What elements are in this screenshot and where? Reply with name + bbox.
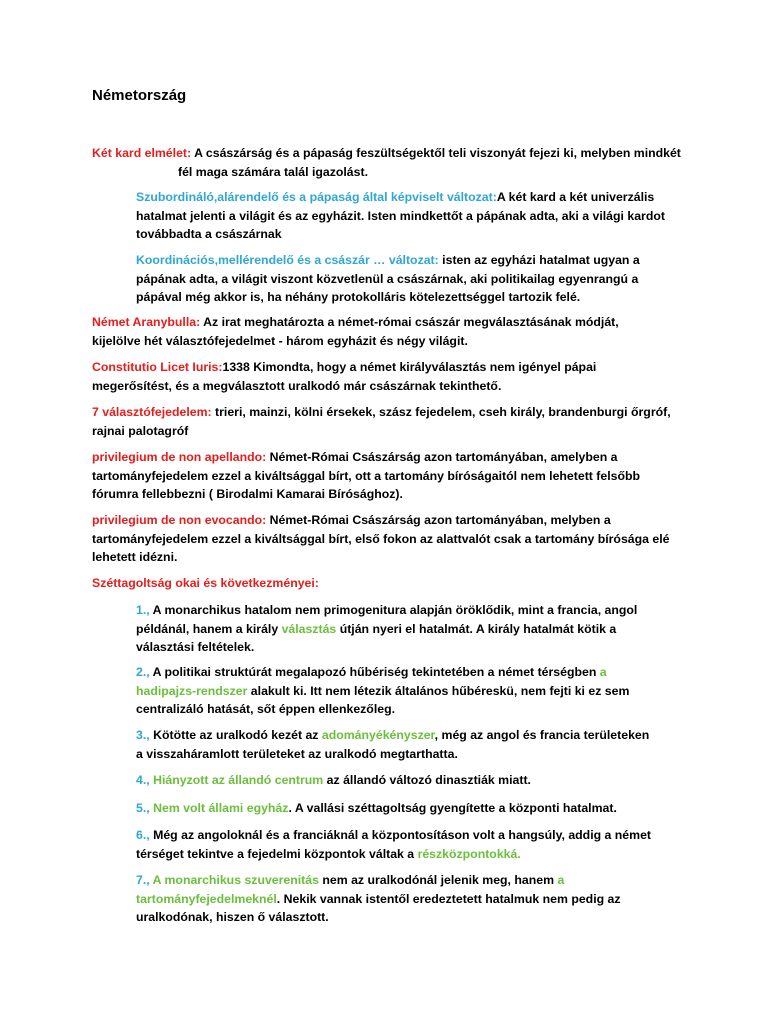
list-text: az állandó változó dinasztiák miatt. (323, 773, 531, 787)
term-label: Német Aranybulla: (92, 315, 201, 329)
list-number: 7., (136, 873, 150, 887)
highlight-term: Nem volt állami egyház (153, 801, 289, 815)
list-number: 5., (136, 801, 150, 815)
list-number: 3., (136, 728, 150, 742)
list-number: 2., (136, 665, 150, 679)
list-item (136, 601, 656, 657)
term-text: 1338 Kimondta, hogy a német királyválasztás nem igényel pápai megerősítést, és a megválasztott uralkodó már császárnak tekinthető. (92, 360, 597, 393)
section-heading-szettagoltsag (92, 574, 692, 593)
term-label: privilegium de non evocando: (92, 513, 267, 527)
list-text: A politikai struktúrát megalapozó hűbériség tekintetében a német térségben (149, 665, 600, 679)
term-label: Koordinációs,mellérendelő és a császár … változat: (136, 253, 439, 267)
paragraph-koordinacios (136, 251, 684, 307)
term-text: A két kard a két univerzális hatalmat jelenti a világit és az egyházit. Isten mindkettőt a pápának adta, aki a világi kardot továbbadta a császárnak (136, 190, 665, 241)
term-text: trieri, mainzi, kölni érsekek, szász fejedelem, cseh király, brandenburgi őrgróf, rajnai palotagróf (92, 405, 671, 438)
highlight-term: Hiányzott az állandó centrum (153, 773, 324, 787)
term-label: 7 választófejedelem: (92, 405, 212, 419)
highlight-term: a tartományfejedelmeknél (136, 873, 565, 906)
term-label: Szubordináló,alárendelő és a pápaság által képviselt változat: (136, 190, 497, 204)
highlight-term: adományékényszer (321, 728, 435, 742)
list-text: A monarchikus hatalom nem primogenitura alapján öröklődik, mint a francia, angol példánál, hanem a király (136, 603, 638, 636)
list-text: , még az angol és francia területeken a visszaháramlott területeket az uralkodó megtarthatta. (136, 728, 650, 761)
term-text: Német-Római Császárság azon tartományában, melyben a tartományfejedelem ezzel a kiváltsággal bírt, első fokon az alattvalót csak a tartomány bírósága elé lehetett idézni. (92, 513, 670, 564)
list-text: . Nekik vannak istentől eredeztetett hatalmuk nem pedig az uralkodónak, hiszen ő választott. (136, 891, 621, 924)
list-item (136, 771, 656, 790)
paragraph-ket-kard (92, 144, 692, 181)
term-text: Német-Római Császárság azon tartományában, amelyben a tartományfejedelem ezzel a kiváltsággal bírt, ott a tartomány bíróságaitól nem lehetett felsőbb fórumra fellebbezni ( Birodalmi Kamarai Bírósághoz). (92, 450, 641, 501)
list-item (136, 871, 656, 927)
paragraph-de-non-evocando (92, 511, 677, 567)
paragraph-aranybulla (92, 313, 652, 350)
list-item (136, 799, 656, 818)
list-text: útján nyeri el hatalmát. A király hatalmát kötik a választási feltételek. (136, 621, 617, 654)
list-item (136, 826, 656, 863)
term-text: Az irat meghatározta a német-római császár megválasztásának módját, kijelölve hét választófejedelmet - három egyházit és négy világit. (92, 315, 619, 348)
paragraph-de-non-apellando (92, 448, 672, 504)
term-label: Constitutio Licet Iuris: (92, 360, 223, 374)
list-text: Kötötte az uralkodó kezét az (149, 728, 322, 742)
highlight-term: A monarchikus szuverenitás (152, 873, 319, 887)
list-number: 6., (136, 828, 150, 842)
page-title: Németország (92, 87, 187, 104)
list-item (136, 726, 656, 763)
term-text: isten az egyházi hatalmat ugyan a pápának adta, a világit viszont közvetlenül a császárnak, aki politikailag egyenrangú a pápával még akkor is, ha néhány protokolláris kötelezettséggel tartozik felé. (136, 253, 640, 304)
list-number: 1., (136, 603, 150, 617)
highlight-term: választás (281, 621, 337, 636)
section-heading: Széttagoltság okai és következményei: (92, 576, 319, 590)
highlight-term: részközpontokká. (417, 846, 521, 861)
paragraph-constitutio (92, 358, 652, 395)
term-text: A császárság és a pápaság feszültségektől teli viszonyát fejezi ki, melyben mindkét (191, 146, 681, 160)
paragraph-valasztofejedelem (92, 403, 692, 440)
highlight-term: a hadipajzs-rendszer (136, 665, 607, 698)
term-text-cont: fél maga számára talál igazolást. (178, 164, 369, 179)
list-item (136, 663, 656, 719)
list-text: Még az angoloknál és a franciáknál a központosításon volt a hangsúly, addig a német térséget tekintve a fejedelmi központok váltak a (136, 828, 652, 861)
list-number: 4., (136, 773, 150, 787)
paragraph-szubordinalo (136, 188, 676, 244)
list-text: nem az uralkodónál jelenik meg, hanem (318, 873, 558, 887)
term-label: Két kard elmélet: (92, 146, 192, 160)
list-text: alakult ki. Itt nem létezik általános hűbéreskü, nem fejti ki ez sem centralizáló hatását, sőt éppen ellenkezőleg. (136, 683, 630, 716)
list-text: . A vallási széttagoltság gyengítette a központi hatalmat. (288, 801, 617, 815)
term-label: privilegium de non apellando: (92, 450, 267, 464)
